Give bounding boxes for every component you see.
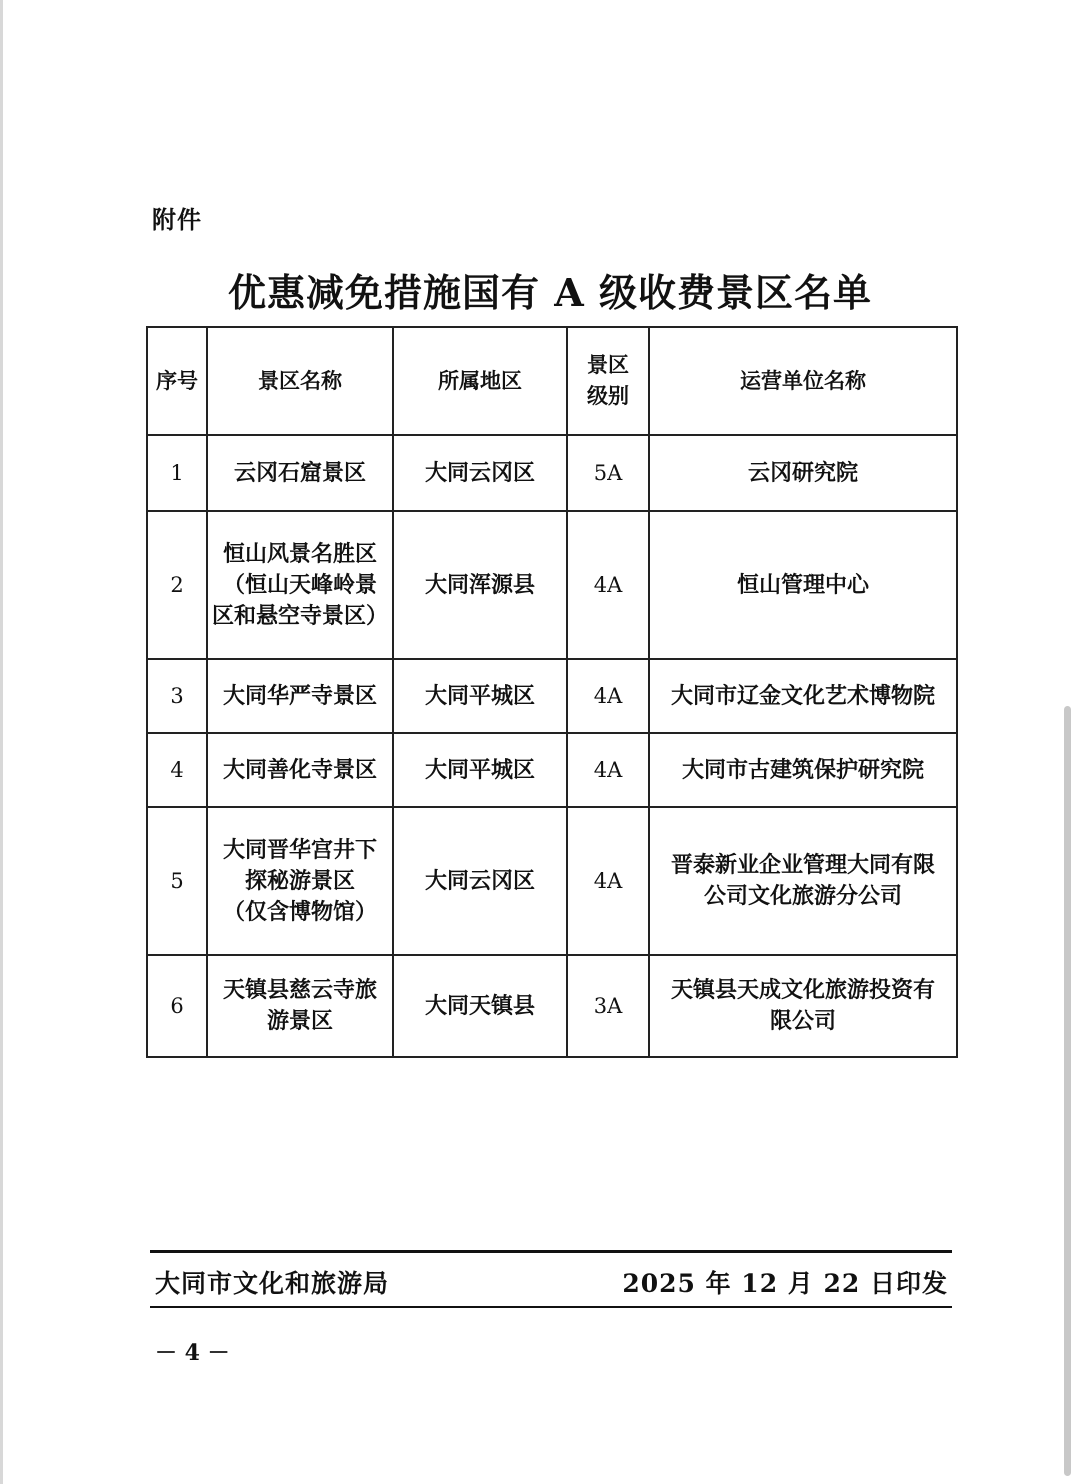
row-name-line: 大同善化寺景区 xyxy=(222,756,377,783)
row-region: 大同云冈区 xyxy=(393,435,567,511)
table-row xyxy=(147,807,957,955)
row-no: 4 xyxy=(147,733,207,807)
table-body xyxy=(147,435,957,1057)
row-name-line: 云冈石窟景区 xyxy=(233,459,366,486)
row-level: 3A xyxy=(567,955,649,1057)
page-number: － 4 － xyxy=(155,1340,230,1366)
page-left-edge xyxy=(0,0,3,1484)
row-no: 5 xyxy=(147,807,207,955)
row-operator xyxy=(649,955,957,1057)
row-operator-line: 天镇县天成文化旅游投资有 xyxy=(670,977,935,1003)
row-operator xyxy=(649,733,957,807)
row-no: 2 xyxy=(147,511,207,659)
row-name-line: 大同晋华宫井下 xyxy=(222,836,377,863)
header-level-line1: 景区 xyxy=(587,353,629,377)
row-name-line: 恒山风景名胜区 xyxy=(222,540,377,567)
row-level: 4A xyxy=(567,807,649,955)
table-row xyxy=(147,955,957,1057)
table-row xyxy=(147,659,957,733)
row-level: 4A xyxy=(567,659,649,733)
row-name xyxy=(207,511,393,659)
footer-issuer: 大同市文化和旅游局 xyxy=(155,1269,390,1298)
row-name xyxy=(207,733,393,807)
row-name xyxy=(207,435,393,511)
row-name-line: 天镇县慈云寺旅 xyxy=(222,977,377,1003)
row-region: 大同浑源县 xyxy=(393,511,567,659)
row-level: 4A xyxy=(567,511,649,659)
row-region: 大同平城区 xyxy=(393,659,567,733)
header-name: 景区名称 xyxy=(207,327,393,435)
attachment-label: 附件 xyxy=(152,206,202,234)
table-row xyxy=(147,435,957,511)
table-row xyxy=(147,733,957,807)
table-row xyxy=(147,511,957,659)
row-no: 3 xyxy=(147,659,207,733)
row-name xyxy=(207,955,393,1057)
header-level xyxy=(567,327,649,435)
row-name-line: 区和悬空寺景区） xyxy=(212,602,389,629)
row-operator xyxy=(649,511,957,659)
row-operator-line: 恒山管理中心 xyxy=(736,571,869,598)
row-name xyxy=(207,807,393,955)
row-name-line: 游景区 xyxy=(266,1008,333,1034)
row-no: 1 xyxy=(147,435,207,511)
row-operator xyxy=(649,435,957,511)
scenic-area-table xyxy=(146,326,958,1058)
header-no: 序号 xyxy=(147,327,207,435)
header-operator: 运营单位名称 xyxy=(649,327,957,435)
row-operator-line: 云冈研究院 xyxy=(747,459,858,486)
header-level-line2: 级别 xyxy=(587,384,629,408)
row-operator-line: 大同市辽金文化艺术博物院 xyxy=(670,682,935,709)
row-no: 6 xyxy=(147,955,207,1057)
row-level: 5A xyxy=(567,435,649,511)
row-region: 大同云冈区 xyxy=(393,807,567,955)
table-header-row xyxy=(147,327,957,435)
row-operator xyxy=(649,807,957,955)
row-region: 大同天镇县 xyxy=(393,955,567,1057)
header-region: 所属地区 xyxy=(393,327,567,435)
row-operator-line: 晋泰新业企业管理大同有限 xyxy=(670,852,935,878)
row-operator-line: 公司文化旅游分公司 xyxy=(703,883,902,909)
scrollbar[interactable] xyxy=(1064,706,1071,1476)
row-operator-line: 限公司 xyxy=(769,1008,836,1034)
row-name-line: （恒山天峰岭景 xyxy=(222,571,377,598)
row-name-line: （仅含博物馆） xyxy=(222,898,377,925)
row-region: 大同平城区 xyxy=(393,733,567,807)
row-operator-line: 大同市古建筑保护研究院 xyxy=(681,756,924,783)
row-name-line: 大同华严寺景区 xyxy=(222,682,377,709)
document-title: 优惠减免措施国有 A 级收费景区名单 xyxy=(228,270,872,315)
footer-bottom-rule xyxy=(150,1306,952,1308)
row-name xyxy=(207,659,393,733)
row-operator xyxy=(649,659,957,733)
row-level: 4A xyxy=(567,733,649,807)
row-name-line: 探秘游景区 xyxy=(244,867,355,894)
footer-date: 2025 年 12 月 22 日印发 xyxy=(622,1269,948,1298)
footer-top-rule xyxy=(150,1250,952,1253)
